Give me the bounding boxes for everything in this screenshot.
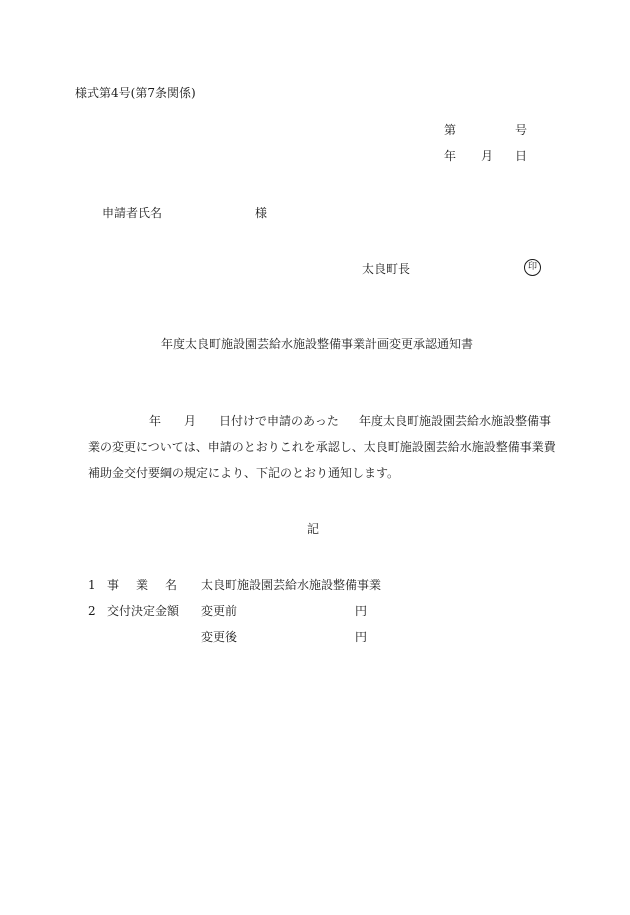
amount-before-label: 変更前	[201, 604, 238, 618]
item2-label: 交付決定金額	[107, 604, 180, 618]
amount-after-unit: 円	[355, 630, 368, 644]
item2-number: 2	[88, 604, 96, 618]
item1-number: 1	[88, 578, 96, 592]
doc-number-suffix: 号	[515, 123, 528, 137]
document-title: 年度太良町施設園芸給水施設整備事業計画変更承認通知書	[161, 337, 474, 351]
body-year: 年	[149, 414, 162, 428]
item1-label	[107, 578, 177, 592]
item1-value: 太良町施設園芸給水施設整備事業	[201, 578, 382, 592]
date-month: 月	[481, 149, 494, 163]
form-number: 様式第4号(第7条関係)	[75, 86, 196, 100]
issuer-title: 太良町長	[362, 262, 411, 276]
seal-icon: 印	[524, 259, 541, 276]
item1-label-char: 業	[135, 578, 148, 592]
applicant-honorific: 様	[255, 206, 268, 220]
doc-number-prefix: 第	[444, 123, 457, 137]
body-line1-part-b: 年度太良町施設園芸給水施設整備事	[359, 414, 552, 428]
item1-label-char: 名	[164, 578, 177, 592]
item1-label-char: 事	[107, 578, 120, 592]
body-line3: 補助金交付要綱の規定により、下記のとおり通知します。	[88, 466, 400, 480]
body-line2: 業の変更については、申請のとおりこれを承認し、太良町施設園芸給水施設整備事業費	[88, 440, 556, 454]
ki-heading: 記	[307, 522, 320, 536]
applicant-name-label: 申請者氏名	[102, 206, 163, 220]
date-year: 年	[444, 149, 457, 163]
amount-after-label: 変更後	[201, 630, 238, 644]
body-month: 月	[184, 414, 197, 428]
body-line1-part-a: 日付けで申請のあった	[219, 414, 339, 428]
date-day: 日	[515, 149, 528, 163]
amount-before-unit: 円	[355, 604, 368, 618]
